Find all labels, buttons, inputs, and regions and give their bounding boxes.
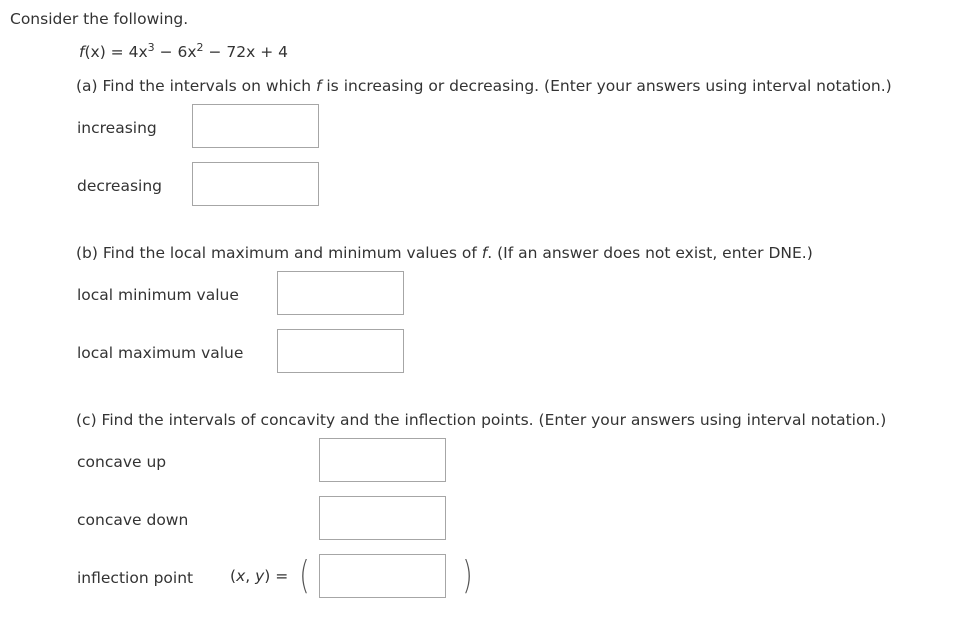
xy-equals-label (230, 567, 288, 585)
local-maximum-input[interactable] (277, 329, 404, 373)
intro-text: Consider the following. (10, 10, 189, 28)
xy-close-equals: ) = (264, 567, 289, 585)
xy-x: x (236, 567, 246, 585)
part-b-question-post: . (If an answer does not exist, enter DNE.) (487, 244, 813, 262)
left-big-paren: ( (299, 553, 310, 597)
func-exponent-1: 3 (147, 41, 155, 54)
local-minimum-input[interactable] (277, 271, 404, 315)
part-a-question (76, 77, 892, 95)
inflection-point-label: inflection point (77, 569, 194, 587)
part-b-question-pre: (b) Find the local maximum and minimum values of (76, 244, 482, 262)
part-c-question: (c) Find the intervals of concavity and the inflection points. (Enter your answers using interval notation.) (76, 411, 887, 429)
right-big-paren: ) (462, 553, 473, 597)
func-term-3: − 72x + 4 (203, 43, 288, 61)
part-a-question-f: f (315, 77, 322, 95)
func-exponent-2: 2 (196, 41, 204, 54)
part-b-question (76, 244, 813, 262)
func-name: f (79, 43, 85, 61)
xy-y: y (255, 567, 265, 585)
decreasing-input[interactable] (192, 162, 319, 206)
decreasing-label: decreasing (77, 177, 163, 195)
local-maximum-label: local maximum value (77, 344, 244, 362)
xy-comma: , (245, 567, 256, 585)
increasing-input[interactable] (192, 104, 319, 148)
concave-up-input[interactable] (319, 438, 446, 482)
part-b-question-f: f (481, 244, 488, 262)
inflection-point-input[interactable] (319, 554, 446, 598)
func-term-1: = 4x (105, 43, 148, 61)
part-a-question-post: is increasing or decreasing. (Enter your answers using interval notation.) (321, 77, 892, 95)
part-a-question-pre: (a) Find the intervals on which (76, 77, 316, 95)
xy-open-paren: ( (230, 567, 237, 585)
concave-up-label: concave up (77, 453, 167, 471)
concave-down-label: concave down (77, 511, 189, 529)
func-term-2: − 6x (154, 43, 197, 61)
function-definition (79, 43, 288, 61)
func-arg: (x) (84, 43, 106, 61)
increasing-label: increasing (77, 119, 157, 137)
concave-down-input[interactable] (319, 496, 446, 540)
local-minimum-label: local minimum value (77, 286, 239, 304)
